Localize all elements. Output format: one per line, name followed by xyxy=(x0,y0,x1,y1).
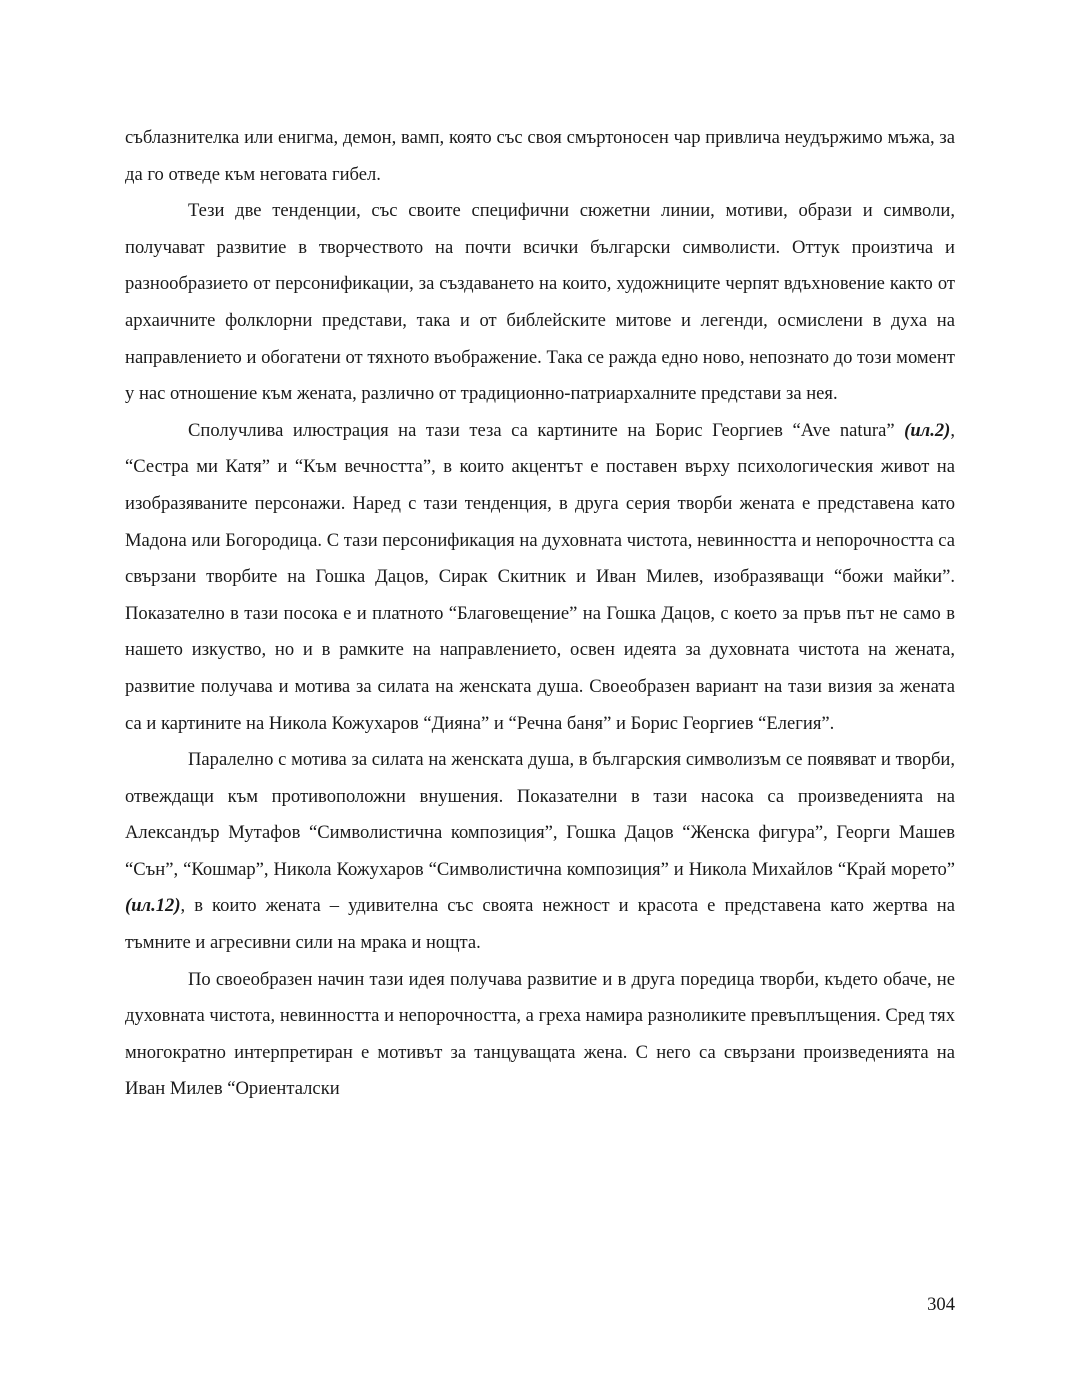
paragraph-text: , “Сестра ми Катя” и “Към вечността”, в които акцентът е поставен върху психологическия живот на изобразяваните персонажи. Наред с тази тенденция, в друга серия творби жената е представена като Мадона или Богородица. С тази персонификация на духовната чистота, невинността и непорочността са свързани творбите на Гошка Дацов, Сирак Скитник и Иван Милев, изобразяващи “божи майки”. Показателно в тази посока е и платното “Благовещение” на Гошка Дацов, с което за пръв път не само в нашето изкуство, но и в рамките на направлението, освен идеята за духовната чистота на жената, развитие получава и мотива за силата на женската душа. Своеобразен вариант на тази визия за жената са и картините на Никола Кожухаров “Дияна” и “Речна баня” и Борис Георгиев “Елегия”. xyxy=(125,419,955,734)
paragraph-dancing-woman xyxy=(125,962,955,1108)
page-number: 304 xyxy=(927,1294,955,1315)
paragraph-text: По своеобразен начин тази идея получава развитие и в друга поредица творби, където обаче, не духовната чистота, невинността и непорочността, а греха намира разноликите превъплъщения. Сред тях многократно интерпретиран е мотивът за танцуващата жена. С него са свързани произведенията на Иван Милев “Ориенталски xyxy=(125,968,955,1100)
paragraph-text: , в които жената – удивителна със своята нежност и красота е представена като жертва на тъмните и агресивни сили на мрака и нощта. xyxy=(125,895,955,954)
paragraph-boris-georgiev xyxy=(125,413,955,742)
paragraph-text: Сполучлива илюстрация на тази теза са картините на Борис Георгиев “Ave natura” xyxy=(188,419,905,441)
paragraph-female-soul xyxy=(125,742,955,962)
paragraph-text: съблазнителка или енигма, демон, вамп, която със своя смъртоносен чар привлича неудържимо мъжа, за да го отведе към неговата гибел. xyxy=(125,127,955,185)
paragraph-continuation xyxy=(125,120,955,193)
illustration-reference: (ил.2) xyxy=(904,419,951,441)
document-body xyxy=(125,120,955,1108)
paragraph-two-tendencies xyxy=(125,193,955,413)
illustration-reference: (ил.12) xyxy=(125,895,181,917)
paragraph-text: Тези две тенденции, със своите специфични сюжетни линии, мотиви, образи и символи, получават развитие в творчеството на почти всички български символисти. Оттук произтича и разнообразието от персонификации, за създаването на които, художниците черпят вдъхновение както от архаичните фолклорни представи, така и от библейските митове и легенди, осмислени в духа на направлението и обогатени от тяхното въображение. Така се ражда едно ново, непознато до този момент у нас отношение към жената, различно от традиционно-патриархалните представи за нея. xyxy=(125,200,955,405)
paragraph-text: Паралелно с мотива за силата на женската душа, в българския символизъм се появяват и творби, отвеждащи към противоположни внушения. Показателни в тази насока са произведенията на Александър Мутафов “Символистична композиция”, Гошка Дацов “Женска фигура”, Георги Машев “Сън”, “Кошмар”, Никола Кожухаров “Символистична композиция” и Никола Михайлов “Край морето” xyxy=(125,749,955,880)
